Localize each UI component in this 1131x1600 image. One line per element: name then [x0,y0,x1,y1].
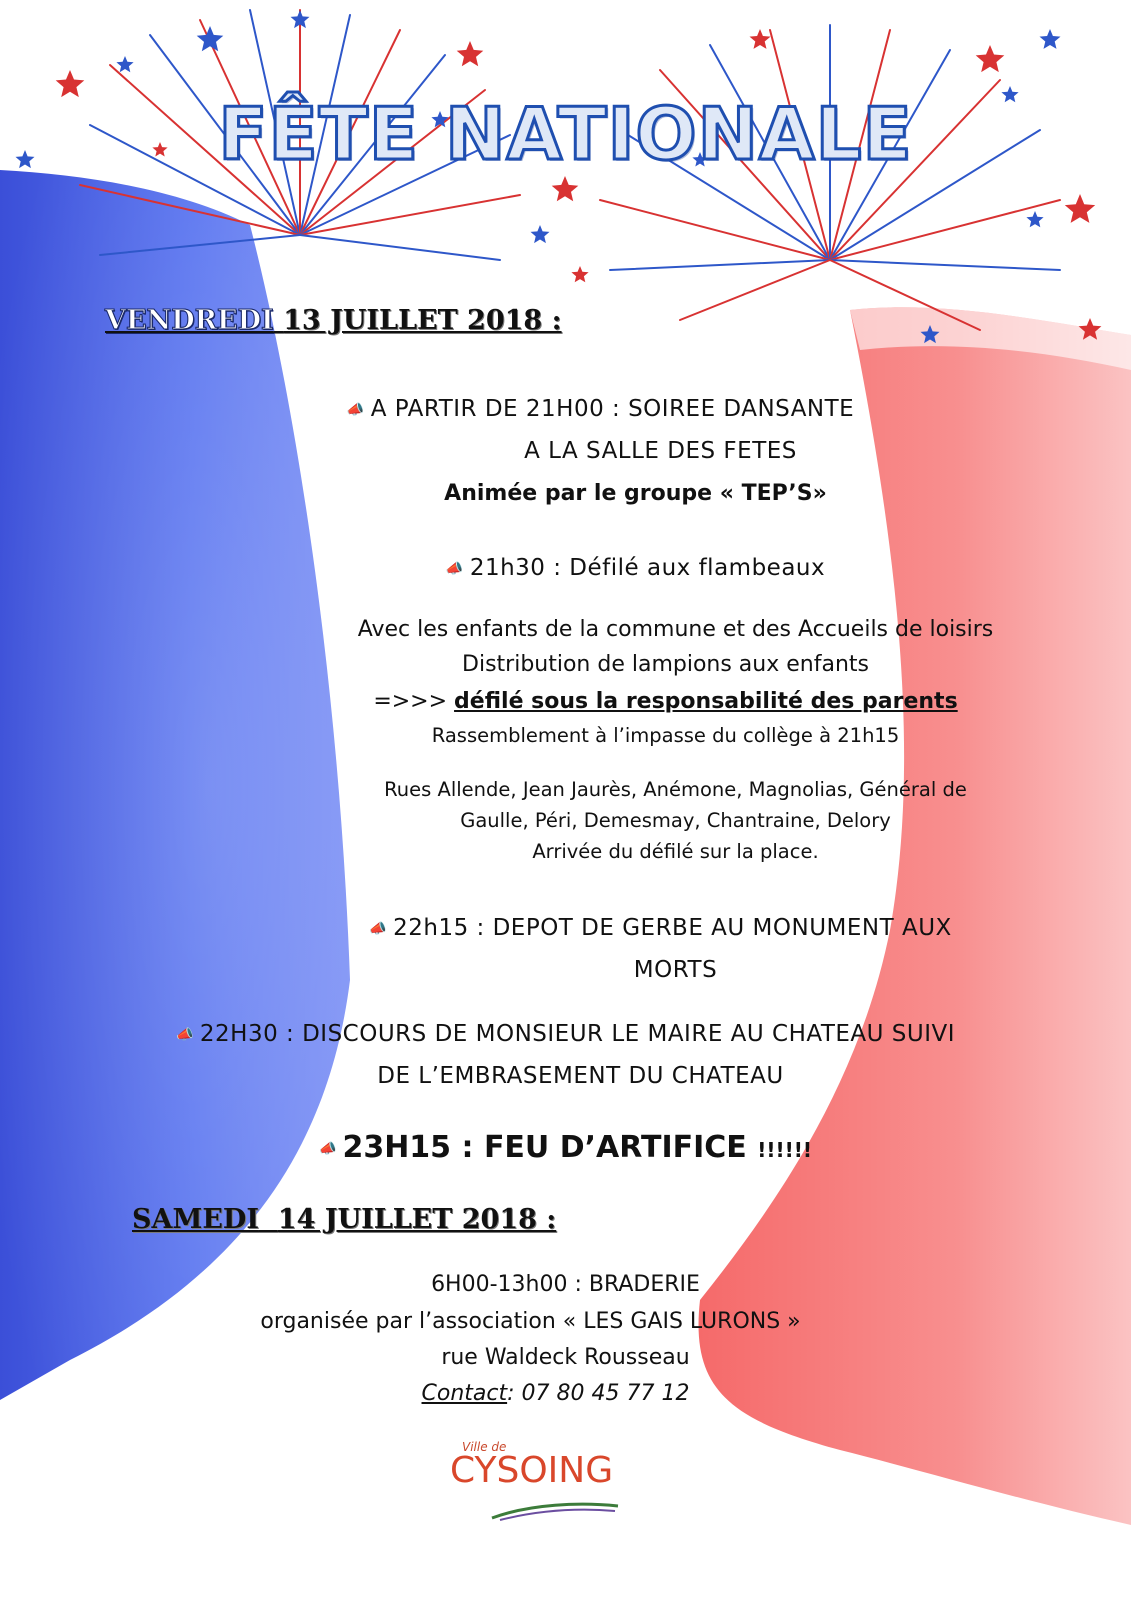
event-5-fireworks: 📣 23H15 : FEU D’ARTIFICE !!!!!! [319,1130,812,1165]
friday-heading-date: 13 JUILLET 2018 : [283,305,562,336]
event-1-line3: Animée par le groupe « TEP’S» [444,481,827,506]
star-icon [571,266,588,282]
saturday-line3: rue Waldeck Rousseau [441,1345,690,1370]
friday-heading-day: VENDREDI [105,305,274,336]
star-icon [552,176,579,201]
star-icon [1065,194,1095,223]
contact-phone[interactable]: : 07 80 45 77 12 [507,1381,690,1406]
megaphone-icon: 📣 [445,560,464,577]
saturday-line2: organisée par l’association « LES GAIS LURONS » [260,1309,801,1334]
star-icon [116,56,133,72]
event-2-route1: Rues Allende, Jean Jaurès, Anémone, Magnolias, Général de [384,778,967,801]
saturday-line1: 6H00-13h00 : BRADERIE [431,1272,700,1297]
event-3-line1: 📣 22h15 : DEPOT DE GERBE AU MONUMENT AUX [369,915,952,941]
event-2-route3: Arrivée du défilé sur la place. [532,840,819,863]
star-icon [976,45,1005,72]
saturday-heading [132,1204,556,1235]
logo-swoosh [490,1498,620,1522]
logo-name: CYSOING [450,1450,614,1491]
star-icon [457,41,484,66]
megaphone-icon: 📣 [346,401,365,418]
page-title: FÊTE NATIONALE [218,92,913,176]
logo-prefix: Ville de [462,1440,507,1454]
megaphone-icon: 📣 [319,1140,337,1157]
megaphone-icon: 📣 [369,920,388,937]
event-2-detail1: Avec les enfants de la commune et des Accueils de loisirs [357,617,994,642]
friday-heading [105,305,562,336]
event-1-line2: A LA SALLE DES FETES [524,438,797,464]
event-2-route2: Gaulle, Péri, Demesmay, Chantraine, Delory [460,809,891,832]
star-icon [1026,211,1043,227]
saturday-heading-day: SAMEDI [132,1204,259,1235]
event-2-detail2: Distribution de lampions aux enfants [462,652,869,677]
event-3-line2: MORTS [633,957,718,983]
event-4-line2: DE L’EMBRASEMENT DU CHATEAU [377,1063,784,1089]
saturday-heading-date: 14 JUILLET 2018 : [277,1204,557,1235]
firework-right [600,25,1060,330]
event-2-detail4: Rassemblement à l’impasse du collège à 21h15 [431,724,900,747]
star-icon [750,29,771,49]
contact-label: Contact [421,1381,508,1406]
star-icon [1040,29,1061,49]
event-2-detail3: =>>> défilé sous la responsabilité des parents [373,689,958,714]
event-4-line1: 📣 22H30 : DISCOURS DE MONSIEUR LE MAIRE AU CHATEAU SUIVI [175,1021,956,1047]
event-1-line1: 📣 A PARTIR DE 21H00 : SOIREE DANSANTE [346,396,855,422]
megaphone-icon: 📣 [175,1026,194,1043]
event-2-line1: 📣 21h30 : Défilé aux flambeaux [445,555,826,581]
star-icon [197,26,224,51]
contact-line [0,1381,1121,1406]
cysoing-logo [450,1440,640,1540]
star-icon [531,225,550,243]
